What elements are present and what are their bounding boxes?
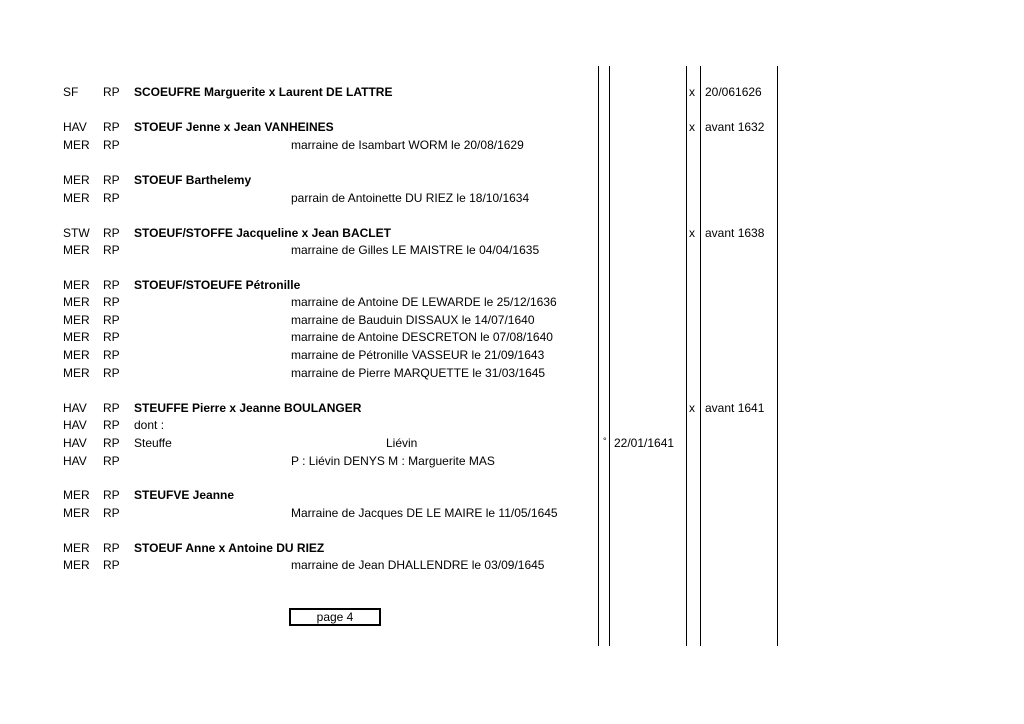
- entry-row: [0, 84, 1024, 100]
- register-code: RP: [103, 120, 120, 134]
- event-detail: marraine de Antoine DE LEWARDE le 25/12/1636: [291, 295, 557, 309]
- birth-symbol: °: [603, 436, 607, 446]
- place-code: MER: [63, 295, 90, 309]
- place-code: HAV: [63, 436, 87, 450]
- place-code: MER: [63, 558, 90, 572]
- child-surname: Steuffe: [134, 436, 172, 450]
- place-code: MER: [63, 488, 90, 502]
- person-name: STOEUF/STOEUFE Pétronille: [134, 278, 301, 292]
- place-code: MER: [63, 138, 90, 152]
- entry-row: [0, 557, 1024, 573]
- register-code: RP: [103, 243, 120, 257]
- place-code: MER: [63, 348, 90, 362]
- page-number: page 4: [289, 608, 381, 626]
- birth-date: 22/01/1641: [614, 436, 675, 450]
- place-code: MER: [63, 541, 90, 555]
- marriage-date: 20/061626: [705, 85, 762, 99]
- register-code: RP: [103, 488, 120, 502]
- event-detail: marraine de Pierre MARQUETTE le 31/03/1645: [291, 366, 546, 380]
- register-code: RP: [103, 138, 120, 152]
- place-code: MER: [63, 191, 90, 205]
- event-detail: marraine de Gilles LE MAISTRE le 04/04/1635: [291, 243, 540, 257]
- event-detail: marraine de Isambart WORM le 20/08/1629: [291, 138, 524, 152]
- register-code: RP: [103, 85, 120, 99]
- register-code: RP: [103, 313, 120, 327]
- entry-row: [0, 242, 1024, 258]
- entry-row: [0, 435, 1024, 451]
- entry-row: [0, 277, 1024, 293]
- register-code: RP: [103, 330, 120, 344]
- register-code: RP: [103, 558, 120, 572]
- place-code: SF: [63, 85, 79, 99]
- place-code: MER: [63, 313, 90, 327]
- register-code: RP: [103, 173, 120, 187]
- register-code: RP: [103, 506, 120, 520]
- marriage-marker: x: [689, 120, 695, 134]
- place-code: HAV: [63, 454, 87, 468]
- person-name: STEUFVE Jeanne: [134, 488, 235, 502]
- entry-row: [0, 417, 1024, 433]
- marriage-marker: x: [689, 85, 695, 99]
- register-code: RP: [103, 226, 120, 240]
- marriage-marker: x: [689, 401, 695, 415]
- entry-row: [0, 190, 1024, 206]
- register-code: RP: [103, 418, 120, 432]
- entry-row: [0, 137, 1024, 153]
- event-detail: marraine de Antoine DESCRETON le 07/08/1640: [291, 330, 553, 344]
- register-code: RP: [103, 278, 120, 292]
- place-code: MER: [63, 330, 90, 344]
- event-detail: marraine de Jean DHALLENDRE le 03/09/1645: [291, 558, 545, 572]
- marriage-date: avant 1638: [705, 226, 765, 240]
- place-code: HAV: [63, 418, 87, 432]
- register-code: RP: [103, 541, 120, 555]
- entry-row: [0, 347, 1024, 363]
- person-name: STOEUF Jenne x Jean VANHEINES: [134, 120, 334, 134]
- person-name: STOEUF/STOFFE Jacqueline x Jean BACLET: [134, 226, 391, 240]
- event-detail: P : Liévin DENYS M : Marguerite MAS: [291, 454, 495, 468]
- entry-row: [0, 225, 1024, 241]
- event-detail: marraine de Pétronille VASSEUR le 21/09/1643: [291, 348, 545, 362]
- register-code: RP: [103, 436, 120, 450]
- place-code: MER: [63, 173, 90, 187]
- register-code: RP: [103, 454, 120, 468]
- person-name: STEUFFE Pierre x Jeanne BOULANGER: [134, 401, 362, 415]
- entry-row: [0, 400, 1024, 416]
- place-code: HAV: [63, 120, 87, 134]
- entry-row: [0, 312, 1024, 328]
- person-name: SCOEUFRE Marguerite x Laurent DE LATTRE: [134, 85, 393, 99]
- person-name: STOEUF Barthelemy: [134, 173, 252, 187]
- place-code: MER: [63, 506, 90, 520]
- entry-row: [0, 119, 1024, 135]
- event-detail: marraine de Bauduin DISSAUX le 14/07/1640: [291, 313, 535, 327]
- entry-row: [0, 172, 1024, 188]
- place-code: MER: [63, 243, 90, 257]
- place-code: HAV: [63, 401, 87, 415]
- marriage-date: avant 1632: [705, 120, 765, 134]
- register-code: RP: [103, 295, 120, 309]
- place-code: MER: [63, 278, 90, 292]
- entry-row: [0, 540, 1024, 556]
- register-code: RP: [103, 366, 120, 380]
- entry-row: [0, 365, 1024, 381]
- child-list-label: dont :: [134, 418, 165, 432]
- register-code: RP: [103, 348, 120, 362]
- register-code: RP: [103, 401, 120, 415]
- event-detail: Marraine de Jacques DE LE MAIRE le 11/05/1645: [291, 506, 558, 520]
- event-detail: parrain de Antoinette DU RIEZ le 18/10/1634: [291, 191, 530, 205]
- marriage-marker: x: [689, 226, 695, 240]
- place-code: STW: [63, 226, 90, 240]
- entry-row: [0, 505, 1024, 521]
- entry-row: [0, 294, 1024, 310]
- entry-row: [0, 453, 1024, 469]
- person-name: STOEUF Anne x Antoine DU RIEZ: [134, 541, 325, 555]
- place-code: MER: [63, 366, 90, 380]
- register-code: RP: [103, 191, 120, 205]
- entry-row: [0, 329, 1024, 345]
- marriage-date: avant 1641: [705, 401, 765, 415]
- child-firstname: Liévin: [386, 436, 418, 450]
- entry-row: [0, 487, 1024, 503]
